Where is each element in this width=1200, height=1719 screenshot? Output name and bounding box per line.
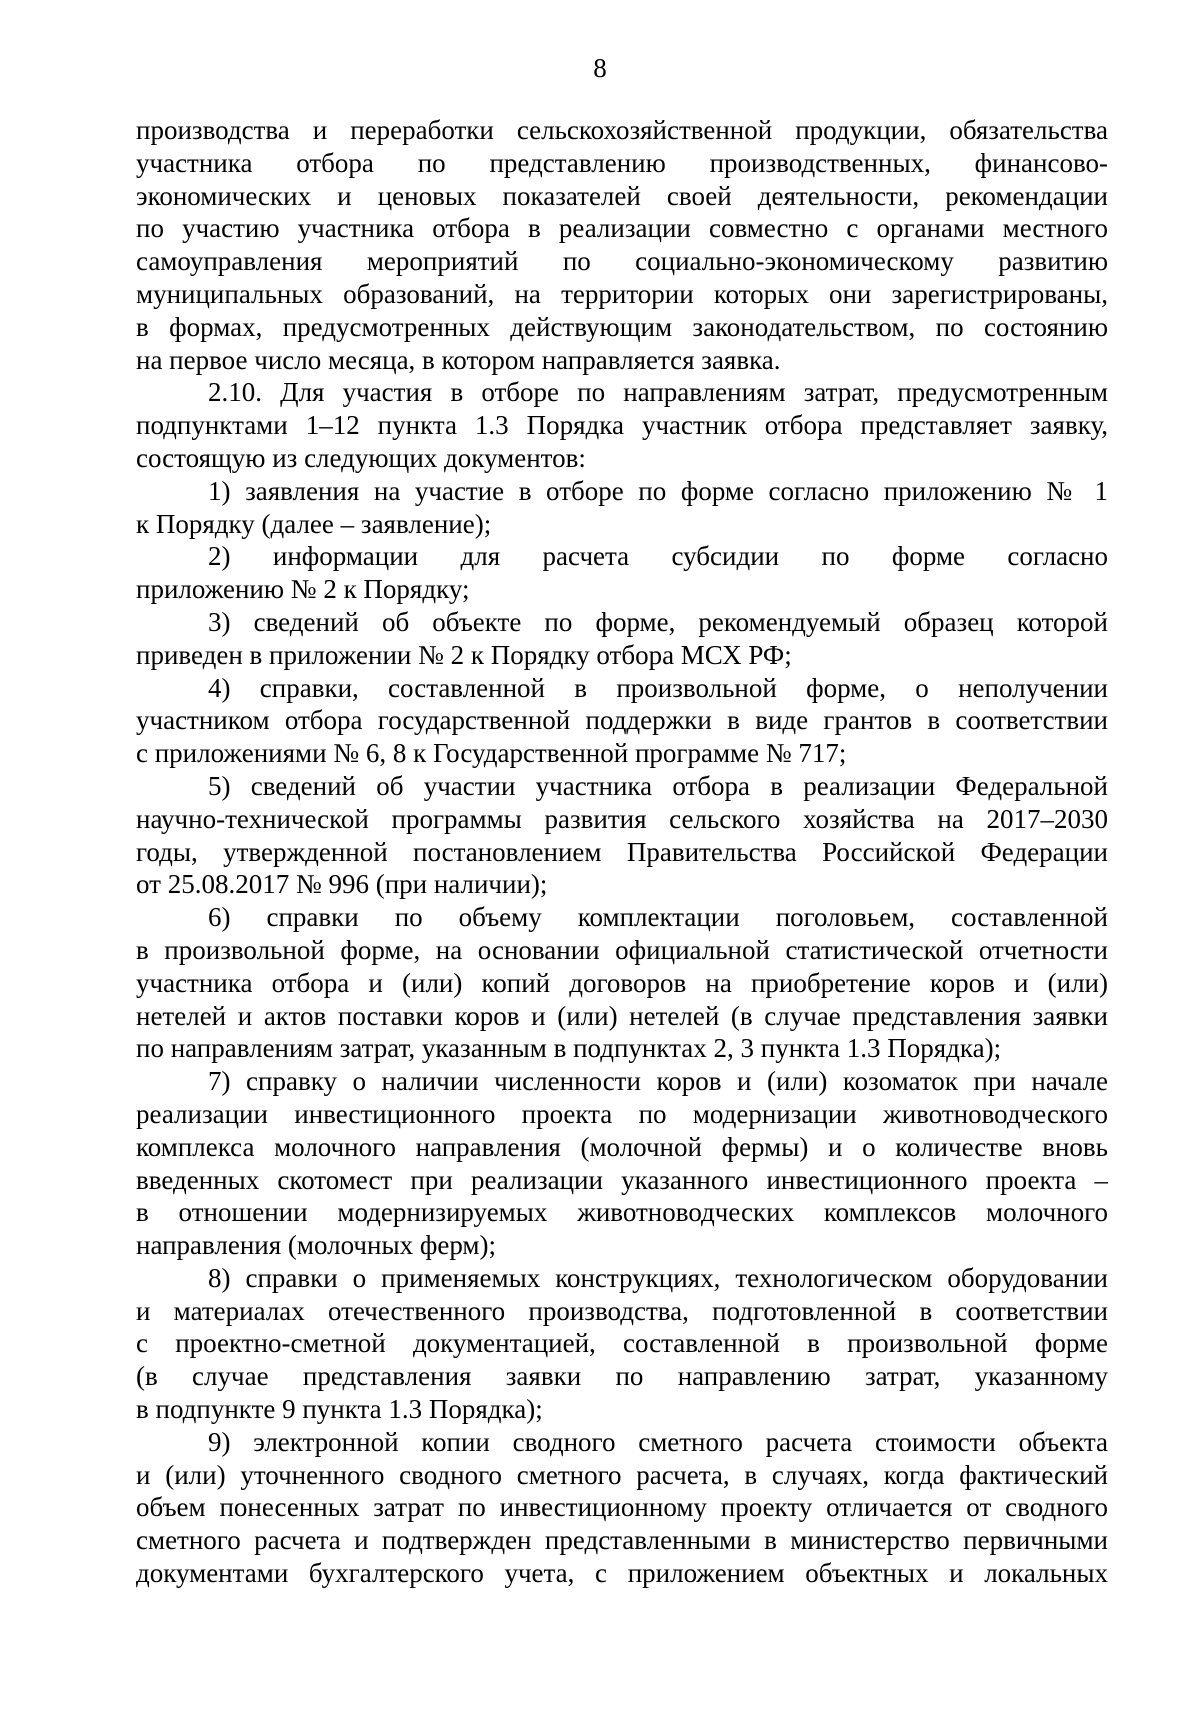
page-number: 8 bbox=[593, 53, 607, 83]
text-line: 4) справки, составленной в произвольной форме, о неполучении bbox=[208, 672, 1108, 703]
text-line: сметного расчета и подтвержден представленными в министерство первичными bbox=[136, 1525, 1108, 1556]
text-line: научно-технической программы развития сельского хозяйства на 2017–2030 bbox=[136, 803, 1108, 834]
text-line: к Порядку (далее – заявление); bbox=[136, 508, 492, 539]
text-line: 6) справки по объему комплектации поголовьем, составленной bbox=[208, 902, 1108, 933]
text-line: 5) сведений об участии участника отбора в реализации Федеральной bbox=[208, 770, 1108, 801]
text-line: приведен в приложении № 2 к Порядку отбора МСХ РФ; bbox=[136, 639, 792, 670]
text-line: 9) электронной копии сводного сметного расчета стоимости объекта bbox=[208, 1426, 1108, 1457]
text-line: участником отбора государственной поддержки в виде грантов в соответствии bbox=[136, 705, 1108, 736]
text-line: 2) информации для расчета субсидии по форме согласно bbox=[208, 541, 1108, 572]
text-line: в произвольной форме, на основании официальной статистической отчетности bbox=[136, 934, 1108, 965]
text-line: 8) справки о применяемых конструкциях, технологическом оборудовании bbox=[208, 1262, 1108, 1293]
text-line: в формах, предусмотренных действующим законодательством, по состоянию bbox=[136, 311, 1108, 342]
text-line: от 25.08.2017 № 996 (при наличии); bbox=[136, 869, 548, 900]
text-line: 3) сведений об объекте по форме, рекомендуемый образец которой bbox=[208, 606, 1108, 637]
text-line: на первое число месяца, в котором направляется заявка. bbox=[136, 344, 781, 375]
text-line: по участию участника отбора в реализации совместно с органами местного bbox=[136, 213, 1108, 244]
text-line: муниципальных образований, на территории которых они зарегистрированы, bbox=[136, 278, 1108, 309]
text-line: состоящую из следующих документов: bbox=[136, 442, 586, 473]
text-line: и (или) уточненного сводного сметного расчета, в случаях, когда фактический bbox=[136, 1459, 1108, 1490]
text-line: 7) справку о наличии численности коров и (или) козоматок при начале bbox=[208, 1066, 1108, 1097]
text-line: с проектно-сметной документацией, составленной в произвольной форме bbox=[136, 1328, 1108, 1359]
text-line: в подпункте 9 пункта 1.3 Порядка); bbox=[136, 1394, 543, 1425]
text-line: реализации инвестиционного проекта по модернизации животноводческого bbox=[136, 1098, 1108, 1129]
text-line: (в случае представления заявки по направлению затрат, указанному bbox=[136, 1361, 1108, 1392]
text-line: комплекса молочного направления (молочной фермы) и о количестве вновь bbox=[136, 1131, 1108, 1162]
text-line: документами бухгалтерского учета, с приложением объектных и локальных bbox=[136, 1558, 1108, 1589]
text-line: годы, утвержденной постановлением Правительства Российской Федерации bbox=[136, 836, 1108, 867]
text-line: экономических и ценовых показателей своей деятельности, рекомендации bbox=[136, 180, 1108, 211]
text-line: участника отбора по представлению производственных, финансово- bbox=[136, 147, 1108, 178]
text-line: производства и переработки сельскохозяйственной продукции, обязательства bbox=[136, 115, 1108, 145]
text-line: и материалах отечественного производства, подготовленной в соответствии bbox=[136, 1295, 1108, 1326]
text-line: с приложениями № 6, 8 к Государственной программе № 717; bbox=[136, 738, 847, 769]
text-line: нетелей и актов поставки коров и (или) нетелей (в случае представления заявки bbox=[136, 1000, 1108, 1031]
text-line: 2.10. Для участия в отборе по направлениям затрат, предусмотренным bbox=[208, 377, 1108, 408]
text-line: в отношении модернизируемых животноводческих комплексов молочного bbox=[136, 1197, 1108, 1228]
text-line: введенных скотомест при реализации указанного инвестиционного проекта – bbox=[136, 1164, 1108, 1195]
text-line: объем понесенных затрат по инвестиционному проекту отличается от сводного bbox=[136, 1492, 1108, 1523]
text-line: подпунктами 1–12 пункта 1.3 Порядка участник отбора представляет заявку, bbox=[136, 410, 1108, 441]
text-line: самоуправления мероприятий по социально-экономическому развитию bbox=[136, 246, 1108, 277]
text-line: участника отбора и (или) копий договоров на приобретение коров и (или) bbox=[136, 967, 1108, 998]
text-line: по направлениям затрат, указанным в подпунктах 2, 3 пункта 1.3 Порядка); bbox=[136, 1033, 1002, 1064]
text-line: приложению № 2 к Порядку; bbox=[136, 574, 470, 605]
text-line: 1) заявления на участие в отборе по форме согласно приложению № 1 bbox=[208, 475, 1108, 506]
document-body bbox=[136, 114, 1108, 1590]
text-line: направления (молочных ферм); bbox=[136, 1230, 496, 1261]
